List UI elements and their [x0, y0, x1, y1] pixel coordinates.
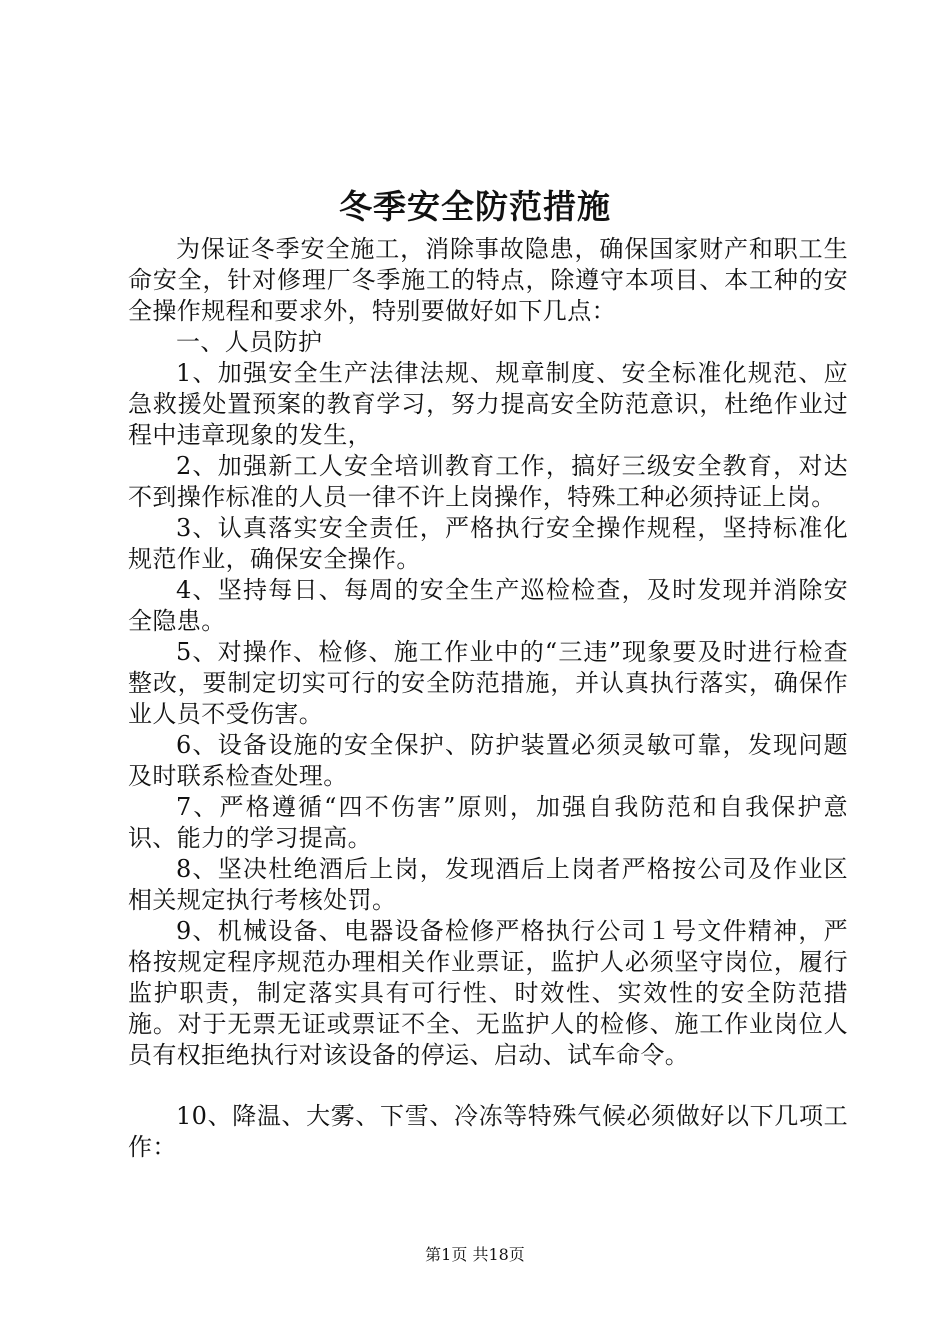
paragraph-item-7: 7、严格遵循“四不伤害”原则，加强自我防范和自我保护意识、能力的学习提高。: [128, 793, 848, 852]
paragraph-item-8: 8、坚决杜绝酒后上岗，发现酒后上岗者严格按公司及作业区相关规定执行考核处罚。: [128, 855, 848, 914]
paragraph-intro: 为保证冬季安全施工，消除事故隐患，确保国家财产和职工生命安全，针对修理厂冬季施工的特点，除遵守本项目、本工种的安全操作规程和要求外，特别要做好如下几点：: [128, 235, 848, 325]
paragraph-item-10: 10、降温、大雾、下雪、冷冻等特殊气候必须做好以下几项工作：: [128, 1102, 848, 1161]
paragraph-item-9: 9、机械设备、电器设备检修严格执行公司１号文件精神，严格按规定程序规范办理相关作业票证，监护人必须坚守岗位，履行监护职责，制定落实具有可行性、时效性、实效性的安全防范措施。对于无票无证或票证不全、无监护人的检修、施工作业岗位人员有权拒绝执行对该设备的停运、启动、试车命令。: [128, 917, 848, 1069]
paragraph-item-6: 6、设备设施的安全保护、防护装置必须灵敏可靠，发现问题及时联系检查处理。: [128, 731, 848, 790]
page-footer: 第1页 共18页: [425, 1245, 525, 1264]
paragraph-item-5: 5、对操作、检修、施工作业中的“三违”现象要及时进行检查整改，要制定切实可行的安全防范措施，并认真执行落实，确保作业人员不受伤害。: [128, 638, 848, 728]
paragraph-item-2: 2、加强新工人安全培训教育工作，搞好三级安全教育，对达不到操作标准的人员一律不许上岗操作，特殊工种必须持证上岗。: [128, 452, 848, 511]
document-body: [128, 234, 848, 1163]
section-heading-personnel-protection: 一、人员防护: [176, 328, 323, 356]
paragraph-item-1: 1、加强安全生产法律法规、规章制度、安全标准化规范、应急救援处置预案的教育学习，努力提高安全防范意识，杜绝作业过程中违章现象的发生，: [128, 359, 848, 449]
paragraph-item-3: 3、认真落实安全责任，严格执行安全操作规程，坚持标准化规范作业，确保安全操作。: [128, 514, 848, 573]
document-title: 冬季安全防范措施: [339, 187, 611, 226]
paragraph-item-4: 4、坚持每日、每周的安全生产巡检检查，及时发现并消除安全隐患。: [128, 576, 848, 635]
